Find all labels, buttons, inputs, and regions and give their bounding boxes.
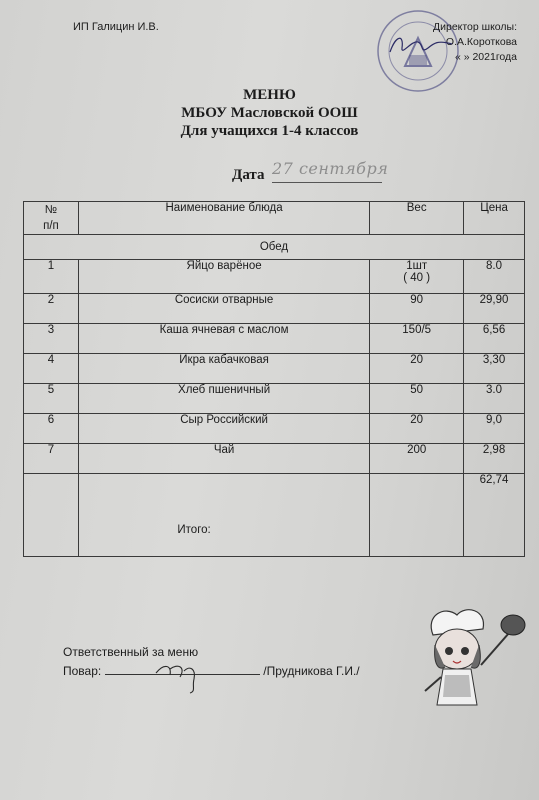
total-label: Итого:	[78, 474, 369, 557]
menu-table	[23, 201, 525, 557]
table-row	[24, 260, 525, 294]
dish-price: 2,98	[464, 444, 525, 474]
table-row	[24, 384, 525, 414]
cook-girl-illustration	[405, 605, 530, 720]
dish-weight: 200	[370, 444, 464, 474]
date-label: Дата	[232, 167, 265, 183]
dish-name: Икра кабачковая	[78, 354, 369, 384]
header-dish-name: Наименование блюда	[78, 202, 369, 235]
dish-price: 3,30	[464, 354, 525, 384]
table-row	[24, 324, 525, 354]
header-number: № п/п	[24, 202, 79, 235]
dish-price: 29,90	[464, 294, 525, 324]
total-empty-cell	[370, 474, 464, 557]
cook-label: Повар:	[63, 664, 102, 678]
dish-weight: 150/5	[370, 324, 464, 354]
header-weight: Вес	[370, 202, 464, 235]
school-name: МБОУ Масловской ООШ	[181, 105, 358, 121]
dish-price: 8.0	[464, 260, 525, 294]
director-signature	[386, 30, 456, 60]
row-number: 5	[24, 384, 79, 414]
row-number: 1	[24, 260, 79, 294]
approval-title: Директор школы:	[433, 21, 517, 33]
row-number: 7	[24, 444, 79, 474]
dish-name: Каша ячневая с маслом	[78, 324, 369, 354]
dish-name: Хлеб пшеничный	[78, 384, 369, 414]
dish-weight: 90	[370, 294, 464, 324]
date-value: 27 сентября	[272, 159, 389, 178]
total-value: 62,74	[464, 474, 525, 557]
table-row	[24, 444, 525, 474]
cook-signature	[150, 655, 220, 695]
section-title: Обед	[24, 235, 525, 260]
table-row	[24, 354, 525, 384]
menu-title: МЕНЮ	[243, 87, 296, 103]
total-row	[24, 474, 525, 557]
approval-date: « » 2021года	[454, 51, 517, 63]
dish-name: Яйцо варёное	[78, 260, 369, 294]
audience-line: Для учащихся 1-4 классов	[180, 123, 359, 139]
table-header-row	[24, 202, 525, 235]
director-name: О.А.Короткова	[445, 36, 517, 48]
dish-name: Сыр Российский	[78, 414, 369, 444]
dish-weight: 20	[370, 354, 464, 384]
dish-name: Сосиски отварные	[78, 294, 369, 324]
responsible-label: Ответственный за меню	[63, 645, 199, 659]
dish-name: Чай	[78, 444, 369, 474]
table-row	[24, 294, 525, 324]
row-number: 2	[24, 294, 79, 324]
dish-weight: 1шт ( 40 )	[370, 260, 464, 294]
dish-price: 3.0	[464, 384, 525, 414]
cook-name: /Прудникова Г.И./	[263, 664, 360, 678]
dish-weight: 50	[370, 384, 464, 414]
organization-name: ИП Галицин И.В.	[73, 21, 159, 33]
total-empty-cell	[24, 474, 79, 557]
table-row	[24, 414, 525, 444]
row-number: 3	[24, 324, 79, 354]
row-number: 4	[24, 354, 79, 384]
date-underline	[272, 182, 382, 183]
dish-weight: 20	[370, 414, 464, 444]
dish-price: 6,56	[464, 324, 525, 354]
section-row	[24, 235, 525, 260]
header-price: Цена	[464, 202, 525, 235]
row-number: 6	[24, 414, 79, 444]
dish-price: 9,0	[464, 414, 525, 444]
